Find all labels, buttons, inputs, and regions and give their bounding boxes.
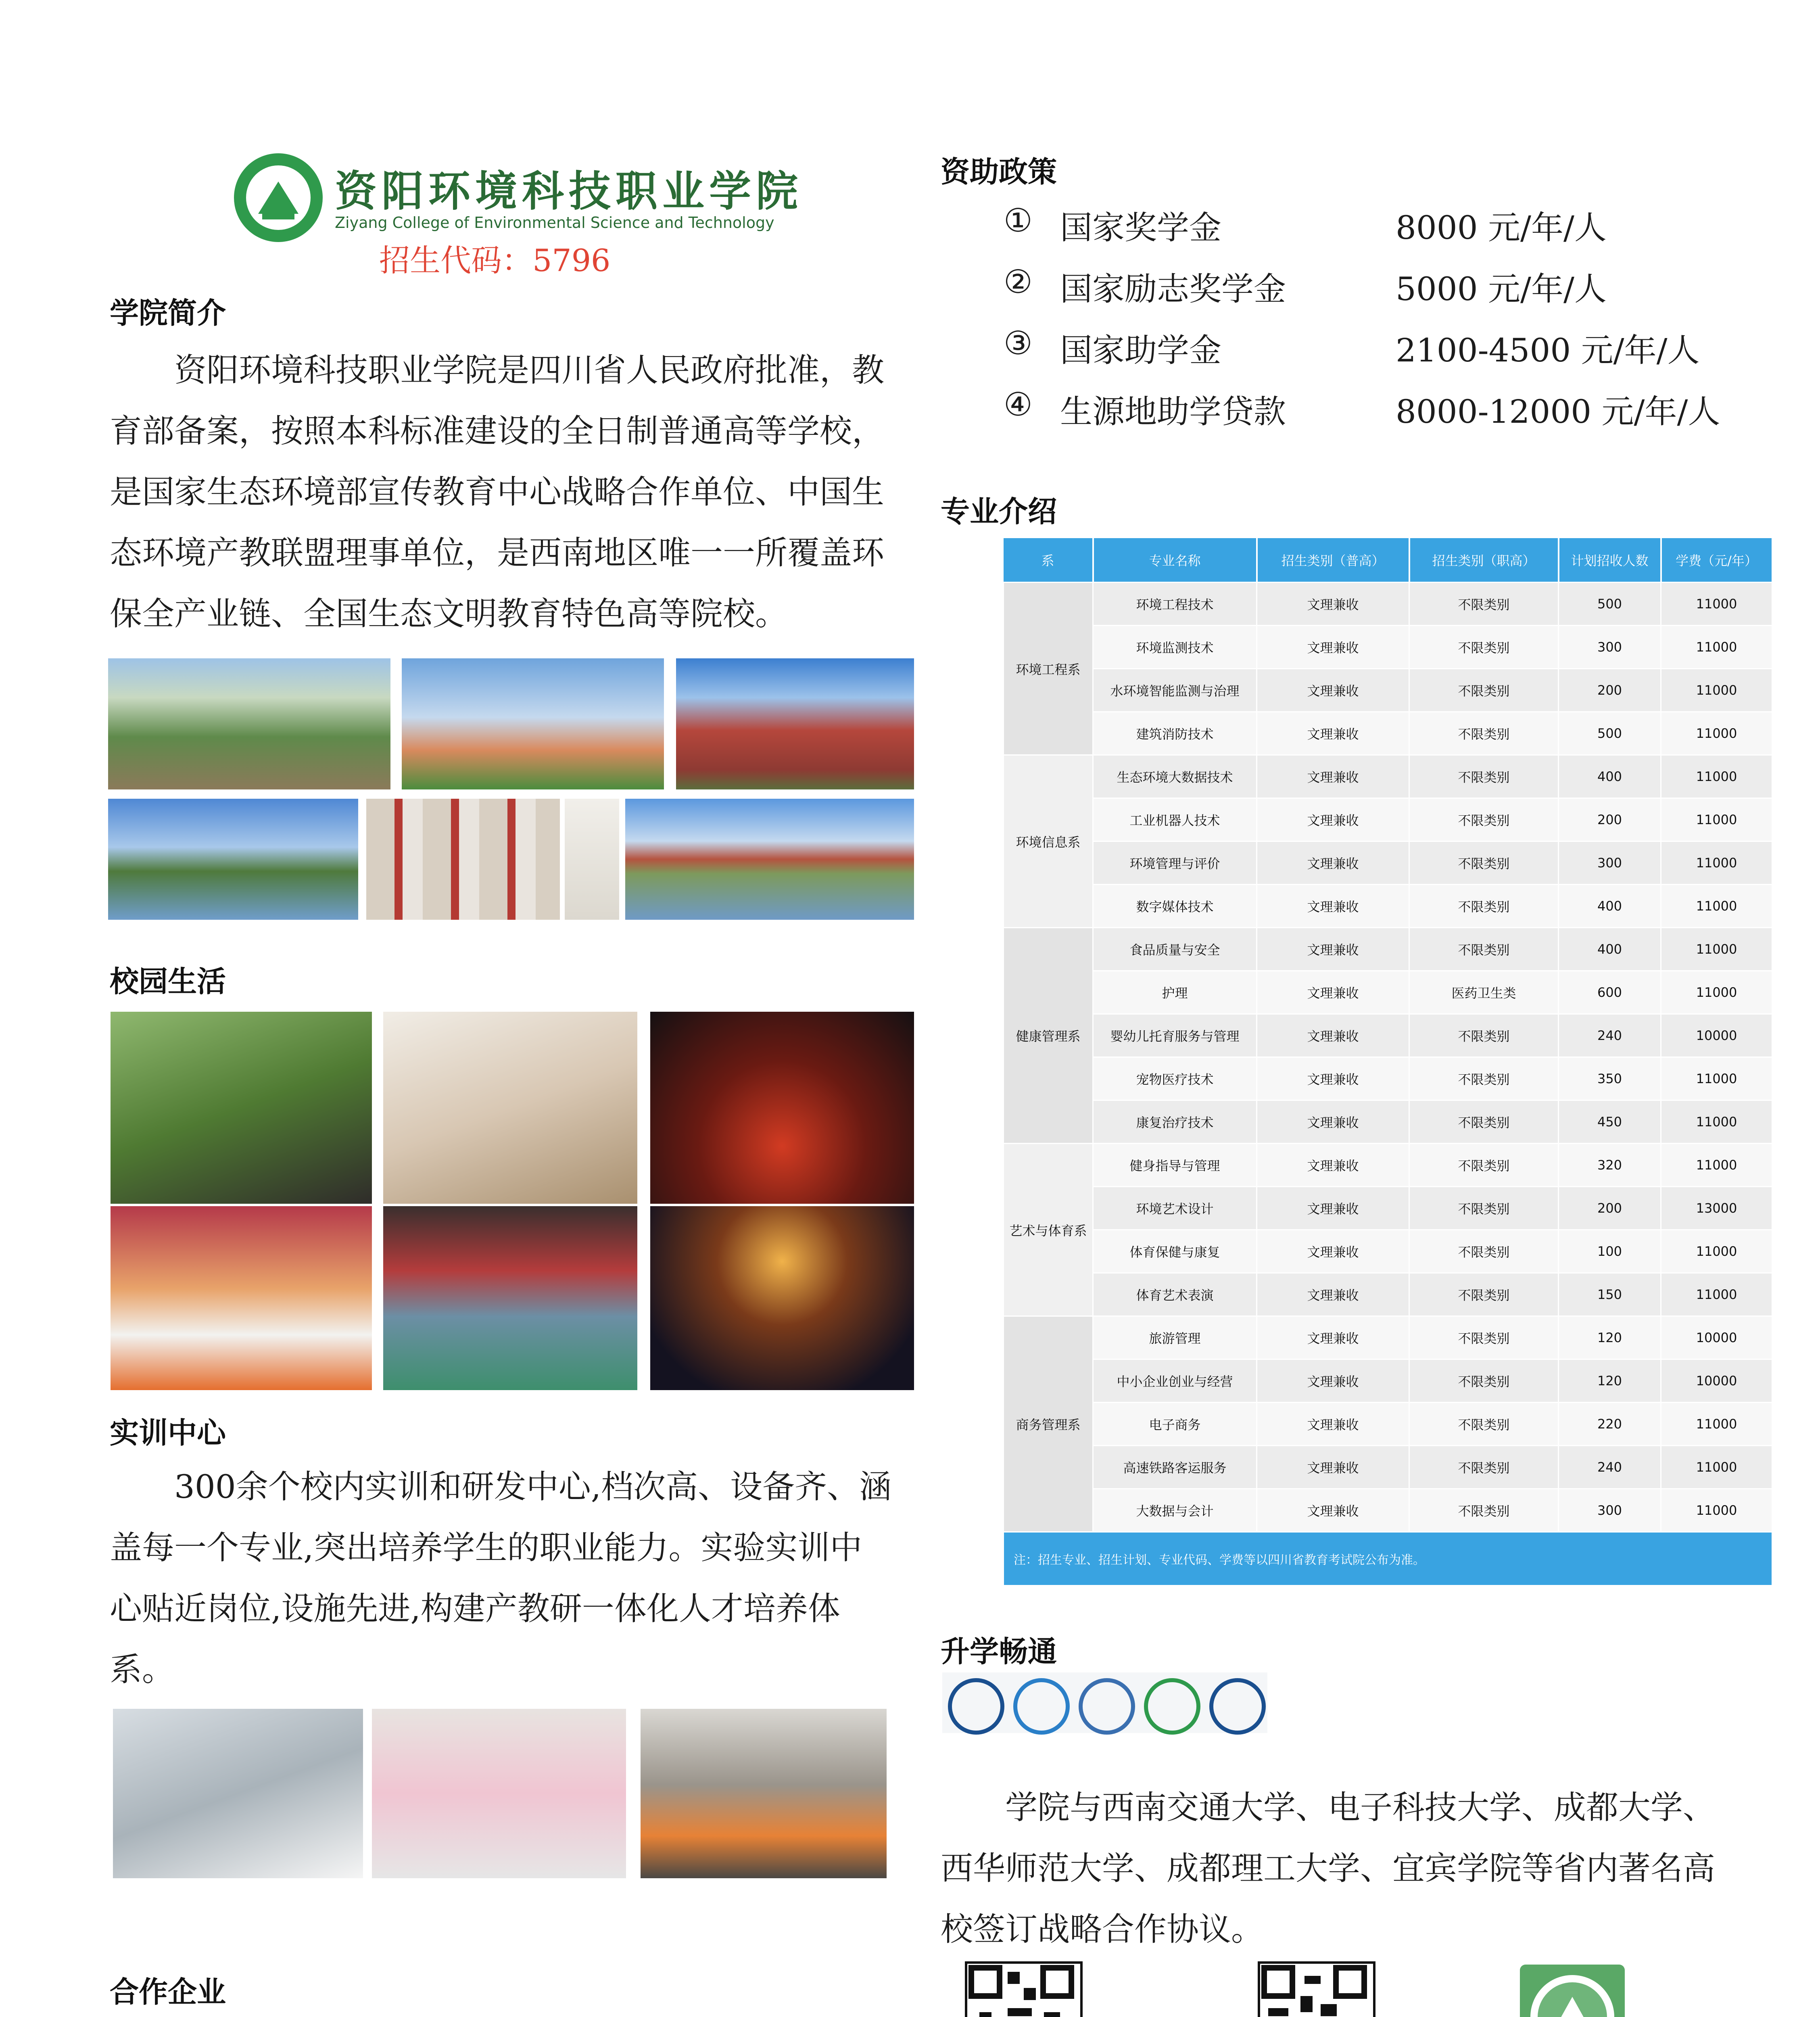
table-cell: 文理兼收 [1257,841,1409,885]
training-line: 心贴近岗位,设施先进,构建产教研一体化人才培养体 [110,1590,840,1627]
table-cell: 不限类别 [1409,928,1559,971]
table-row [1004,712,1772,755]
aid-name: 国家助学金 [1060,332,1221,369]
aid-num: ④ [1004,386,1033,423]
table-row [1004,1014,1772,1057]
aid-heading: 资助政策 [941,155,1057,189]
table-row [1004,1403,1772,1446]
table-cell: 文理兼收 [1257,1187,1409,1230]
aid-name: 国家励志奖学金 [1060,270,1286,308]
table-row [1004,885,1772,928]
table-cell: 300 [1559,1489,1661,1532]
column-header: 计划招收人数 [1559,538,1661,583]
table-cell: 文理兼收 [1257,712,1409,755]
aid-num: ② [1004,263,1033,301]
aid-item [1004,386,1770,447]
table-cell: 大数据与会计 [1093,1489,1257,1532]
table-cell: 200 [1559,798,1661,841]
table-cell: 文理兼收 [1257,1359,1409,1403]
table-cell: 生态环境大数据技术 [1093,755,1257,798]
table-row [1004,1187,1772,1230]
table-row [1004,669,1772,712]
university-logo-icon [1209,1678,1266,1735]
table-row [1004,583,1772,626]
table-cell: 环境监测技术 [1093,626,1257,669]
table-cell: 400 [1559,928,1661,971]
department-cell: 艺术与体育系 [1004,1144,1093,1316]
university-logo-icon [1013,1678,1070,1735]
aid-name: 生源地助学贷款 [1060,393,1286,430]
aid-amount: 8000-12000 元/年/人 [1396,393,1720,430]
table-cell: 11000 [1661,669,1772,712]
college-logo [234,149,803,246]
table-cell: 体育保健与康复 [1093,1230,1257,1273]
training-line: 300余个校内实训和研发中心,档次高、设备齐、涵 [174,1468,892,1505]
table-cell: 320 [1559,1144,1661,1187]
life-photo-dance [650,1012,914,1204]
qq-qr-code[interactable] [1258,1961,1375,2017]
table-row [1004,1273,1772,1316]
table-cell: 11000 [1661,885,1772,928]
table-cell: 不限类别 [1409,1316,1559,1359]
table-cell: 11000 [1661,1100,1772,1144]
table-cell: 11000 [1661,1230,1772,1273]
university-logo-icon [1079,1678,1135,1735]
table-cell: 200 [1559,669,1661,712]
table-cell: 不限类别 [1409,1144,1559,1187]
table-cell: 240 [1559,1446,1661,1489]
intro-heading: 学院简介 [110,296,226,330]
intro-line: 态环境产教联盟理事单位，是西南地区唯一一所覆盖环 [110,534,884,572]
table-cell: 不限类别 [1409,1446,1559,1489]
life-photo-stage [650,1206,914,1390]
campus-photo-library [366,799,560,920]
table-cell: 文理兼收 [1257,1403,1409,1446]
table-row [1004,755,1772,798]
table-row [1004,1230,1772,1273]
table-cell: 旅游管理 [1093,1316,1257,1359]
column-header: 招生类别（普高） [1257,538,1409,583]
table-cell: 11000 [1661,1144,1772,1187]
table-cell: 文理兼收 [1257,1144,1409,1187]
aid-num: ① [1004,202,1033,239]
majors-table [1003,538,1773,1586]
table-cell: 不限类别 [1409,1403,1559,1446]
further-line: 学院与西南交通大学、电子科技大学、成都大学、 [1005,1789,1715,1826]
table-cell: 食品质量与安全 [1093,928,1257,971]
enroll-code: 招生代码：5796 [379,242,611,278]
table-cell: 文理兼收 [1257,1489,1409,1532]
table-cell: 11000 [1661,1403,1772,1446]
table-cell: 11000 [1661,583,1772,626]
aid-amount: 2100-4500 元/年/人 [1396,332,1700,369]
majors-table-body [1004,583,1772,1586]
partners-heading: 合作企业 [110,1975,226,2009]
department-cell: 环境信息系 [1004,755,1093,928]
table-cell: 婴幼儿托育服务与管理 [1093,1014,1257,1057]
table-cell: 11000 [1661,971,1772,1014]
life-photo-cheer [111,1206,372,1390]
table-cell: 350 [1559,1057,1661,1100]
aid-item [1004,324,1770,386]
table-cell: 11000 [1661,841,1772,885]
table-cell: 不限类别 [1409,755,1559,798]
table-cell: 文理兼收 [1257,1316,1409,1359]
life-photo-gym [383,1206,637,1390]
partner-university-logos [942,1672,1267,1733]
table-cell: 11000 [1661,1273,1772,1316]
intro-text [110,340,896,644]
training-text [110,1456,896,1700]
table-row [1004,841,1772,885]
table-cell: 文理兼收 [1257,885,1409,928]
table-header-row [1004,538,1772,583]
table-cell: 文理兼收 [1257,798,1409,841]
table-cell: 不限类别 [1409,798,1559,841]
college-name-en: Ziyang College of Environmental Science and Technology [335,214,774,232]
column-header: 专业名称 [1093,538,1257,583]
table-cell: 文理兼收 [1257,1273,1409,1316]
table-row [1004,928,1772,971]
campus-photo-building [676,658,914,789]
table-cell: 11000 [1661,1446,1772,1489]
life-photo-survey [111,1012,372,1204]
table-cell: 文理兼收 [1257,1057,1409,1100]
intro-line: 资阳环境科技职业学院是四川省人民政府批准，教 [174,351,884,389]
douyin-logo-icon[interactable] [1520,1965,1625,2017]
table-cell: 环境管理与评价 [1093,841,1257,885]
table-cell: 不限类别 [1409,583,1559,626]
training-photo-nursing [372,1709,626,1878]
table-cell: 10000 [1661,1359,1772,1403]
wechat-qr-code[interactable] [965,1961,1083,2017]
table-cell: 120 [1559,1316,1661,1359]
table-cell: 不限类别 [1409,1014,1559,1057]
table-cell: 宠物医疗技术 [1093,1057,1257,1100]
library-photo [565,799,619,920]
table-row [1004,1489,1772,1532]
table-cell: 护理 [1093,971,1257,1014]
partners-line [110,2012,908,2017]
table-note-row [1004,1532,1772,1586]
table-cell: 10000 [1661,1316,1772,1359]
table-row [1004,1057,1772,1100]
table-cell: 11000 [1661,1057,1772,1100]
table-cell: 300 [1559,626,1661,669]
table-cell: 不限类别 [1409,841,1559,885]
table-row [1004,1100,1772,1144]
campus-life-heading: 校园生活 [110,965,226,998]
department-cell: 环境工程系 [1004,583,1093,755]
aid-item [1004,263,1770,324]
intro-line: 育部备案，按照本科标准建设的全日制普通高等学校， [110,412,884,450]
table-row [1004,1316,1772,1359]
table-cell: 500 [1559,712,1661,755]
table-cell: 不限类别 [1409,626,1559,669]
table-cell: 文理兼收 [1257,1446,1409,1489]
intro-line: 是国家生态环境部宣传教育中心战略合作单位、中国生 [110,473,884,511]
campus-photo-aerial [108,658,390,789]
table-cell: 文理兼收 [1257,928,1409,971]
table-cell: 中小企业创业与经营 [1093,1359,1257,1403]
table-row [1004,798,1772,841]
column-header: 系 [1004,538,1093,583]
table-row [1004,971,1772,1014]
table-cell: 11000 [1661,712,1772,755]
table-cell: 不限类别 [1409,1100,1559,1144]
department-cell: 健康管理系 [1004,928,1093,1144]
table-cell: 11000 [1661,798,1772,841]
training-photo-lab [113,1709,363,1878]
table-cell: 450 [1559,1100,1661,1144]
table-cell: 不限类别 [1409,1489,1559,1532]
table-cell: 150 [1559,1273,1661,1316]
college-name-cn: 资阳环境科技职业学院 [335,166,803,216]
table-cell: 不限类别 [1409,1359,1559,1403]
table-cell: 240 [1559,1014,1661,1057]
table-cell: 不限类别 [1409,1230,1559,1273]
life-photo-canteen [383,1012,637,1204]
table-cell: 电子商务 [1093,1403,1257,1446]
intro-line: 保全产业链、全国生态文明教育特色高等院校。 [110,595,787,633]
training-heading: 实训中心 [110,1416,226,1450]
table-cell: 10000 [1661,1014,1772,1057]
table-cell: 文理兼收 [1257,626,1409,669]
majors-heading: 专业介绍 [941,495,1057,528]
table-cell: 文理兼收 [1257,669,1409,712]
table-cell: 200 [1559,1187,1661,1230]
table-cell: 不限类别 [1409,669,1559,712]
table-cell: 康复治疗技术 [1093,1100,1257,1144]
table-cell: 不限类别 [1409,712,1559,755]
table-cell: 数字媒体技术 [1093,885,1257,928]
table-cell: 11000 [1661,755,1772,798]
table-cell: 高速铁路客运服务 [1093,1446,1257,1489]
table-cell: 水环境智能监测与治理 [1093,669,1257,712]
table-cell: 不限类别 [1409,1057,1559,1100]
table-cell: 13000 [1661,1187,1772,1230]
aid-num: ③ [1004,324,1033,362]
table-cell: 体育艺术表演 [1093,1273,1257,1316]
table-cell: 500 [1559,583,1661,626]
table-cell: 文理兼收 [1257,971,1409,1014]
table-cell: 健身指导与管理 [1093,1144,1257,1187]
training-line: 系。 [110,1651,174,1688]
table-row [1004,1446,1772,1489]
table-cell: 600 [1559,971,1661,1014]
table-cell: 环境艺术设计 [1093,1187,1257,1230]
table-cell: 文理兼收 [1257,583,1409,626]
table-cell: 不限类别 [1409,1273,1559,1316]
training-line: 盖每一个专业,突出培养学生的职业能力。实验实训中 [110,1529,862,1566]
table-row [1004,626,1772,669]
table-cell: 医药卫生类 [1409,971,1559,1014]
table-row [1004,1144,1772,1187]
table-cell: 220 [1559,1403,1661,1446]
table-cell: 不限类别 [1409,885,1559,928]
table-cell: 400 [1559,755,1661,798]
column-header: 招生类别（职高） [1409,538,1559,583]
table-cell: 环境工程技术 [1093,583,1257,626]
training-photo-robot [641,1709,887,1878]
aid-amount: 5000 元/年/人 [1396,270,1607,308]
campus-photo-field [402,658,664,789]
further-heading: 升学畅通 [941,1635,1057,1668]
campus-photo-reflection [625,799,914,920]
table-cell: 400 [1559,885,1661,928]
college-emblem-icon [234,153,323,242]
table-cell: 11000 [1661,928,1772,971]
university-logo-icon [1144,1678,1200,1735]
aid-list [1004,202,1770,447]
aid-name: 国家奖学金 [1060,209,1221,246]
table-note: 注：招生专业、招生计划、专业代码、学费等以四川省教育考试院公布为准。 [1004,1532,1772,1586]
table-cell: 文理兼收 [1257,1100,1409,1144]
further-line: 校签订战略合作协议。 [941,1911,1263,1948]
table-cell: 工业机器人技术 [1093,798,1257,841]
column-header: 学费（元/年） [1661,538,1772,583]
department-cell: 商务管理系 [1004,1316,1093,1532]
table-cell: 120 [1559,1359,1661,1403]
university-logo-icon [948,1678,1004,1735]
table-cell: 不限类别 [1409,1187,1559,1230]
table-cell: 11000 [1661,626,1772,669]
campus-photo-lake [108,799,358,920]
table-cell: 文理兼收 [1257,1230,1409,1273]
table-cell: 文理兼收 [1257,1014,1409,1057]
table-cell: 100 [1559,1230,1661,1273]
aid-item [1004,202,1770,263]
table-cell: 11000 [1661,1489,1772,1532]
table-cell: 文理兼收 [1257,755,1409,798]
aid-amount: 8000 元/年/人 [1396,209,1607,246]
majors-table-wrap [1003,538,1772,1586]
further-line: 西华师范大学、成都理工大学、宜宾学院等省内著名高 [941,1850,1715,1887]
partners-text [110,2012,908,2017]
table-cell: 建筑消防技术 [1093,712,1257,755]
table-row [1004,1359,1772,1403]
further-text [941,1777,1772,1960]
table-cell: 300 [1559,841,1661,885]
